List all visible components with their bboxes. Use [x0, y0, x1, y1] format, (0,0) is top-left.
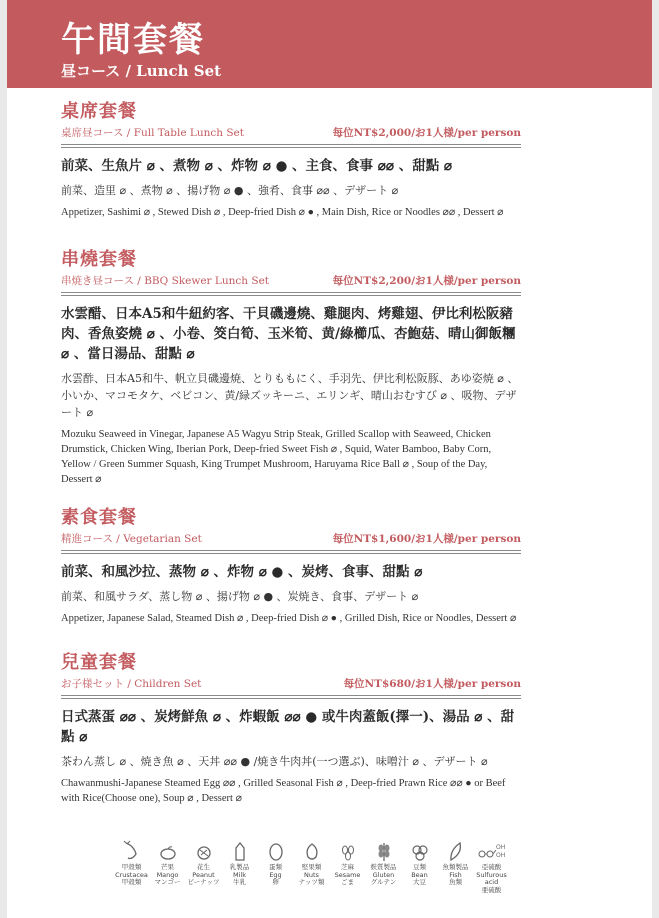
menu-page — [7, 0, 652, 918]
allergen-bean: 豆類 Bean 大豆 — [403, 840, 436, 894]
allergen-legend — [115, 840, 508, 894]
allergen-milk: 乳製品 Milk 牛乳 — [223, 840, 256, 894]
section-vegetarian — [61, 506, 521, 626]
section-full-table — [61, 100, 521, 220]
section-subtitle: お子様セット / Children Set — [61, 678, 202, 690]
allergen-gluten: 麩質製品 Gluten グルテン — [367, 840, 400, 894]
sulfite-icon — [477, 840, 507, 862]
allergen-sulfite: OH OH 亞硫酸 Sulfurous acid 亜硫酸 — [475, 840, 508, 894]
menu-items-zh: 日式蒸蛋 ⌀⌀ 、炭烤鮮魚 ⌀ 、炸蝦飯 ⌀⌀ ● 或牛肉蓋飯(擇一)、湯品 ⌀ 、甜點 ⌀ — [61, 709, 515, 745]
section-divider — [61, 144, 521, 148]
menu-items-jp: 前菜、和風サラダ、蒸し物 ⌀ 、揚げ物 ⌀ ● 、炭焼き、食事、デザート ⌀ — [61, 590, 419, 603]
page-subtitle: 昼コース / Lunch Set — [61, 62, 222, 80]
menu-items-en: Chawanmushi-Japanese Steamed Egg ⌀⌀ , Grilled Seasonal Fish ⌀ , Deep-fried Prawn Rice ⌀⌀ ● or Beef with Rice(Choose one), Soup ⌀ , Dessert ⌀ — [61, 778, 506, 804]
menu-items-en: Mozuku Seaweed in Vinegar, Japanese A5 Wagyu Strip Steak, Grilled Scallop with Seaweed, Chicken Drumstick, Chicken Wing, Iberian Pork, Deep-fried Sweet Fish ⌀ , Squid, Water Bamboo, Baby Corn, Yellow / Green Summer Squash, King Trumpet Mushroom, Haruyama Rice Ball ⌀ , Soup of the Day, Dessert ⌀ — [61, 429, 492, 485]
allergen-nuts: 堅果類 Nuts ナッツ類 — [295, 840, 328, 894]
header-banner — [7, 0, 652, 88]
section-children — [61, 651, 521, 806]
section-divider — [61, 695, 521, 699]
section-title: 桌席套餐 — [61, 101, 137, 122]
sesame-icon — [338, 840, 358, 862]
section-divider — [61, 292, 521, 296]
section-price: 每位NT$1,600/お1人様/per person — [332, 533, 521, 545]
menu-items-zh: 前菜、和風沙拉、蒸物 ⌀ 、炸物 ⌀ ● 、炭烤、食事、甜點 ⌀ — [61, 564, 423, 580]
mango-icon — [158, 840, 178, 862]
menu-items-en: Appetizer, Japanese Salad, Steamed Dish ⌀ , Deep-fried Dish ⌀ ● , Grilled Dish, Rice or Noodles, Dessert ⌀ — [61, 613, 517, 624]
peanut-icon — [194, 840, 214, 862]
fish-icon — [446, 840, 466, 862]
allergen-crustacea: 甲殼類 Crustacea 甲殻類 — [115, 840, 148, 894]
svg-text:OH: OH — [495, 844, 505, 851]
section-title: 素食套餐 — [61, 507, 137, 528]
page-title: 午間套餐 — [61, 20, 205, 60]
allergen-mango: 芒果 Mango マンゴー — [151, 840, 184, 894]
menu-items-zh: 水雲醋、日本A5和牛紐約客、干貝磯邊燒、雞腿肉、烤雞翅、伊比利松阪豬肉、香魚姿燒 ⌀ 、小卷、筊白筍、玉米筍、黄/綠櫛瓜、杏鮑菇、晴山御飯糰 ⌀ 、當日湯品、甜點 ⌀ — [61, 306, 516, 362]
allergen-fish: 魚類製品 Fish 魚類 — [439, 840, 472, 894]
section-price: 每位NT$680/お1人様/per person — [343, 678, 521, 690]
menu-items-jp: 水雲酢、日本A5和牛、帆立貝磯邊焼、とりももにく、手羽先、伊比利松阪豚、あゆ姿焼 ⌀ 、小いか、マコモタケ、ベビコン、黄/緑ズッキーニ、エリンギ、晴山おむすび ⌀ 、吸物、デザート ⌀ — [61, 372, 519, 419]
section-title: 兒童套餐 — [61, 652, 137, 673]
section-bbq-skewer — [61, 248, 521, 487]
menu-items-zh: 前菜、生魚片 ⌀ 、煮物 ⌀ 、炸物 ⌀ ● 、主食、食事 ⌀⌀ 、甜點 ⌀ — [61, 158, 453, 174]
section-subtitle: 桌席昼コース / Full Table Lunch Set — [61, 127, 244, 139]
section-price: 每位NT$2,000/お1人様/per person — [332, 127, 521, 139]
svg-text:OH: OH — [495, 852, 505, 859]
section-subtitle: 精進コース / Vegetarian Set — [61, 533, 202, 545]
menu-items-jp: 前菜、造里 ⌀ 、煮物 ⌀ 、揚げ物 ⌀ ● 、強肴、食事 ⌀⌀ 、デザート ⌀ — [61, 184, 399, 197]
menu-items-en: Appetizer, Sashimi ⌀ , Stewed Dish ⌀ , Deep-fried Dish ⌀ ● , Main Dish, Rice or Noodles ⌀⌀ , Dessert ⌀ — [61, 207, 504, 218]
bean-icon — [410, 840, 430, 862]
allergen-egg: 蛋類 Egg 卵 — [259, 840, 292, 894]
egg-icon — [266, 840, 286, 862]
section-title: 串燒套餐 — [61, 249, 137, 270]
allergen-peanut: 花生 Peanut ピーナッツ — [187, 840, 220, 894]
section-price: 每位NT$2,200/お1人様/per person — [332, 275, 521, 287]
gluten-icon — [374, 840, 394, 862]
crustacean-icon — [122, 840, 142, 862]
section-subtitle: 串焼き昼コース / BBQ Skewer Lunch Set — [61, 275, 269, 287]
nut-icon — [302, 840, 322, 862]
menu-items-jp: 茶わん蒸し ⌀ 、焼き魚 ⌀ 、天丼 ⌀⌀ ● /焼き牛肉丼(一つ選ぶ)、味噌汁 ⌀ 、デザート ⌀ — [61, 755, 488, 768]
section-divider — [61, 550, 521, 554]
allergen-sesame: 芝麻 Sesame ごま — [331, 840, 364, 894]
milk-icon — [230, 840, 250, 862]
